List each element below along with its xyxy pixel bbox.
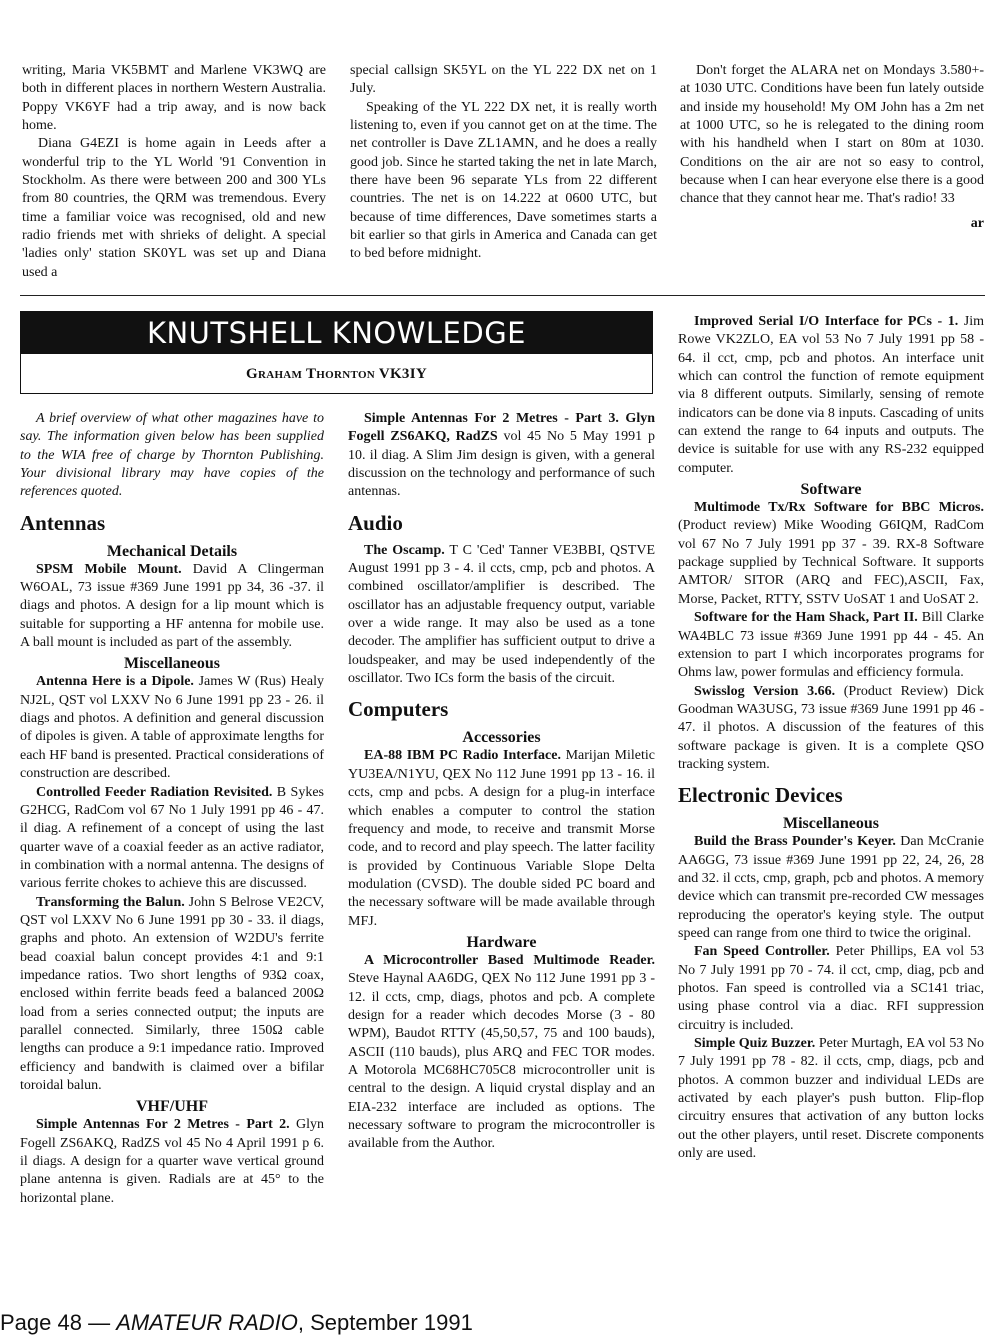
subheading-mechanical: Mechanical Details <box>106 542 238 560</box>
subheading-hardware: Hardware <box>466 933 537 951</box>
entry-title: Fan Speed Controller. <box>694 944 830 960</box>
entry-text: Dan McCranie AA6GG, 73 issue #369 June 1991 pp 22, 24, 26, 28 and 32. il ccts, cmp, graph, pcb and photos. A memory device which can transmit pre-recorded CW messages reproducing the operator's keying style. The output speed can range from one third to twice the original. <box>678 834 984 941</box>
footer-prefix: Page 48 — <box>0 1310 117 1335</box>
entry <box>678 609 984 682</box>
entry-title: The Oscamp. <box>364 542 445 558</box>
section-divider <box>20 295 985 296</box>
entry-title: Swisslog Version 3.66. <box>694 683 836 699</box>
entry <box>678 833 984 943</box>
entry-text: David A Clingerman W6OAL, 73 issue #369 June 1991 pp 34, 36 -37. il diags and photos. A design for a lip mount which is suitable for supporting a HF antenna for mobile use. A ball mount is included as part of the assembly. <box>20 561 324 651</box>
entry <box>678 313 984 478</box>
top-column-1 <box>22 62 326 282</box>
entry <box>20 561 324 653</box>
paragraph: Diana G4EZI is home again in Leeds after a wonderful trip to the YL World '91 Convention in Stockholm. As there were between 200 and 300 YLs from 80 countries, the QRM was tremendous. Every time a familiar voice was recognised, old and new radio friends met with shrieks of delight. A special 'ladies only' station SK0YL was set up and Diana used a <box>22 136 326 280</box>
entry-title: Transforming the Balun. <box>36 894 185 910</box>
entry-text: Glyn Fogell ZS6AKQ, RadZS vol 45 No 4 April 1991 p 6. il diags. A design for a quarter wave vertical ground plane antenna is given. Radials are at 45° to the horizontal plane. <box>20 1117 324 1206</box>
signoff: ar <box>970 215 984 231</box>
footer-magazine: AMATEUR RADIO <box>116 1310 298 1335</box>
entry-text: Steve Haynal AA6DG, QEX No 112 June 1991 pp 3 - 12. il ccts, cmp, diags, photos and pcb. A complete design for a reader which decodes Morse (3 - 80 WPM), Baudot RTTY (45,50,57, 75 and 100 bauds), ASCII (110 bauds), plus ARQ and FEC TOR modes. A Motorola MC68HC705C8 microcontroller unit is central to the design. A liquid crystal display and an EIA-232 interface are included as options. The necessary software to program the microcontroller is available from the Author. <box>348 971 655 1152</box>
entry-text: James W (Rus) Healy NJ2L, QST vol LXXV No 6 June 1991 pp 23 - 26. il diags and photos. A definition and general discussion of dipoles is given. A table of approximate lengths for each HF band is presented. Practical considerations of construction are described. <box>20 674 324 782</box>
article-column-1 <box>20 410 324 1208</box>
subheading-misc: Miscellaneous <box>124 655 220 673</box>
entry-text: Marijan Miletic YU3EA/N1YU, QEX No 112 June 1991 pp 13 - 16. il ccts, cmp and pcbs. A design for a plug-in interface which enables a computer to control the station frequency and mode, to receive and transmit Morse code, and to record and play speech. The latter facility is provided by Continuous Variable Slope Delta modulation (CVSD). The double sided PC board and the necessary software will be made available through MFJ. <box>348 748 655 929</box>
paragraph: Don't forget the ALARA net on Mondays 3.580+- at 1030 UTC. Conditions have been fun lately outside and inside my household! My OM John has a 2m net at 1000 UTC, so he is relegated to the dining room with his handheld when I start on 80m at 1030. Conditions on the air are not so easy to control, because when I can hear everyone else there is a good chance that they cannot hear me. That's radio! 33 <box>680 63 984 207</box>
entry <box>348 542 655 689</box>
entry-title: Antenna Here is a Dipole. <box>36 674 194 690</box>
article-column-2 <box>348 410 655 1154</box>
subheading-misc-electronic: Miscellaneous <box>783 815 879 833</box>
entry-title: A Microcontroller Based Multimode Reader. <box>364 952 655 968</box>
intro-text: A brief overview of what other magazines have to say. The information given below has been supplied to the WIA free of charge by Thornton Publishing. Your divisional library may have copies of the references quoted. <box>20 411 324 500</box>
page-footer <box>0 1310 473 1336</box>
entry <box>678 943 984 1035</box>
entry-title: Multimode Tx/Rx Software for BBC Micros. <box>694 500 984 516</box>
entry-title: Simple Antennas For 2 Metres - Part 2. <box>36 1117 290 1133</box>
paragraph: writing, Maria VK5BMT and Marlene VK3WQ are both in different places in northern Western Australia. Poppy VK6YF had a trip away, and is now back home. <box>22 63 326 134</box>
entry <box>348 952 655 1154</box>
section-heading-audio: Audio <box>348 510 403 535</box>
entry-text: (Product Review) Dick Goodman WA3USG, 73 issue #369 June 1991 pp 46 - 47. il photos. A discussion of the features of this software package is given. It is a complete QSO tracking system. <box>678 683 984 772</box>
top-column-2 <box>350 62 657 264</box>
entry-title: EA-88 IBM PC Radio Interface. <box>364 748 561 764</box>
entry <box>20 673 324 783</box>
entry-title: SPSM Mobile Mount. <box>36 561 182 577</box>
subheading-vhf: VHF/UHF <box>136 1098 208 1116</box>
article-author: Graham Thornton VK3IY <box>245 366 427 382</box>
entry <box>348 747 655 930</box>
article-column-3 <box>678 313 984 1163</box>
paragraph: special callsign SK5YL on the YL 222 DX net on 1 July. <box>350 63 657 97</box>
article-banner <box>20 311 653 394</box>
entry <box>20 1116 324 1208</box>
section-heading-computers: Computers <box>348 697 449 722</box>
entry-text: (Product review) Mike Wooding G6IQM, RadCom vol 67 No 7 July 1991 pp 37 - 39. RX-8 Software package supplied by Technical Software. It supports AMTOR/ SITOR (ARQ and FEC),ASCII, Fax, Morse, Packet, RTTY, SSTV UoSAT 1 and UoSAT 2. <box>678 518 984 607</box>
entry-title: Simple Antennas For 2 Metres - Part 3. Glyn Fogell ZS6AKQ, RadZS <box>348 411 655 445</box>
footer-suffix: , September 1991 <box>297 1310 473 1335</box>
entry <box>678 683 984 775</box>
entry-text: Bill Clarke WA4BLC 73 issue #369 June 1991 pp 44 - 45. An extension to part I which incorporates programs for Ohms law, power formulas and efficiency formula. <box>678 610 984 681</box>
entry-text: Jim Rowe VK2ZLO, EA vol 53 No 7 July 1991 pp 58 - 64. il cct, cmp, pcb and photos. An interface unit which can control the function of remote equipment via 8 different outputs. Similarly, sensing of remote indicators can be done via 8 inputs. Cascading of units can extend the range to 64 inputs and outputs. The device is suitable for use with any RS-232 equipped computer. <box>678 314 984 476</box>
entry-title: Controlled Feeder Radiation Revisited. <box>36 784 273 800</box>
article-title: KNUTSHELL KNOWLEDGE <box>21 312 652 354</box>
entry <box>678 1035 984 1163</box>
entry <box>348 410 655 502</box>
entry-title: Software for the Ham Shack, Part II. <box>694 610 918 626</box>
paragraph: Speaking of the YL 222 DX net, it is really worth listening to, even if you cannot get on at the time. The net controller is Dave ZL1AMN, and he does a really good job. Since he started taking the net in late March, there have been 96 separate YLs from 22 different countries. The net is on 14.222 at 0600 UTC, but because of time differences, Dave sometimes starts a bit earlier so that girls in America and Canada can get to bed before midnight. <box>350 99 657 262</box>
entry-text: T C 'Ced' Tanner VE3BBI, QSTVE August 1991 pp 3 - 4. il ccts, cmp, pcb and photos. A combined oscillator/amplifier is described. The oscillator has an adjustable frequency output, variable over a wide range. It may also be used as a tone decoder. The amplifier has sufficient output to drive a loudspeaker, and may be used independently of the oscillator. Two ICs form the basis of the circuit. <box>348 542 656 687</box>
section-heading-antennas: Antennas <box>20 510 106 535</box>
entry <box>678 499 984 609</box>
entry <box>20 894 324 1096</box>
section-heading-electronic: Electronic Devices <box>678 783 843 808</box>
intro <box>20 410 324 502</box>
entry-text: Peter Murtagh, EA vol 53 No 7 July 1991 pp 78 - 82. il ccts, cmp, diags, pcb and photos. A common buzzer and individual LEDs are activated by each player's push button. Flip-flop circuitry ensures that activation of any button locks out the other players, until reset. Discrete components only are used. <box>678 1036 984 1162</box>
entry-title: Simple Quiz Buzzer. <box>694 1036 816 1052</box>
entry-title: Build the Brass Pounder's Keyer. <box>694 834 896 850</box>
entry-text: B Sykes G2HCG, RadCom vol 67 No 1 July 1991 pp 46 - 47. il diag. A refinement of a concept of using the last quarter wave of a coaxial feeder as an active radiator, in combination with a normal antenna. The designs of various ferrite chokes to achieve this are discussed. <box>20 784 324 892</box>
subheading-accessories: Accessories <box>462 729 541 747</box>
entry-title: Improved Serial I/O Interface for PCs - 1. <box>694 314 959 329</box>
entry-text: John S Belrose VE2CV, QST vol LXXV No 6 June 1991 pp 30 - 33. il diags, graphs and photo. An extension of W2DU's ferrite bead coaxial balun concept provides 4:1 and 9:1 impedance ratios. Two short lengths of 93Ω coax, enclosed within ferrite beads feed a balanced 200Ω load from a series connected output; the inputs are parallel connected. Similarly, three 150Ω cable lengths can produce a 9:1 impedance ratio. Improved efficiency and bandwith is claimed over a bifilar toroidal balun. <box>20 894 324 1093</box>
subheading-software: Software <box>800 481 862 499</box>
entry <box>20 784 324 894</box>
top-column-3 <box>680 62 984 233</box>
entry-text: vol 45 No 5 May 1991 p 10. il diag. A Slim Jim design is given, with a general discussion on the technology and performance of such antennas. <box>348 429 655 500</box>
entry-text: Peter Phillips, EA vol 53 No 7 July 1991 pp 70 - 74. il cct, cmp, diag, pcb and photos. Fan speed is controlled via a SC141 triac, using phase control via a diac. RFI suppression circuitry is included. <box>678 944 984 1033</box>
